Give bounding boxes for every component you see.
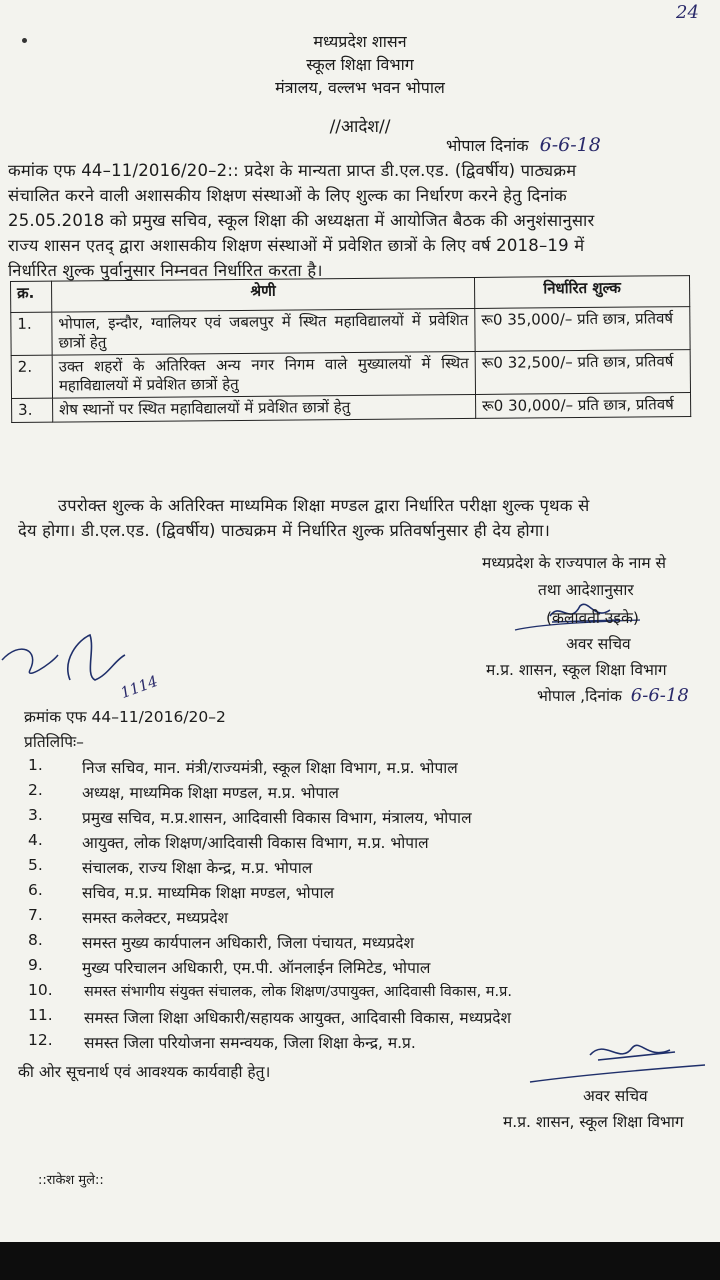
list-item: [24, 956, 704, 976]
sig1-handwritten-date: 6-6-18: [630, 685, 689, 706]
col-header-category: श्रेणी: [52, 277, 475, 312]
list-item-number: 5.: [28, 856, 43, 874]
list-item-text: समस्त कलेक्टर, मध्यप्रदेश: [82, 909, 229, 927]
row-category: शेष स्थानों पर स्थित महाविद्यालयों में प्रवेशित छात्रों हेतु: [53, 394, 476, 422]
sig1-date-label: भोपाल ,दिनांक: [537, 687, 622, 705]
list-item-number: 1.: [28, 756, 43, 774]
list-item: [24, 756, 704, 776]
row-number: 3.: [12, 398, 53, 422]
list-item: [24, 906, 704, 926]
list-item-text: संचालक, राज्य शिक्षा केन्द्र, म.प्र. भोपाल: [82, 859, 313, 877]
sig2-designation: अवर सचिव: [583, 1087, 648, 1105]
corner-mark: 24: [676, 2, 699, 23]
row-category: उक्त शहरों के अतिरिक्त अन्य नगर निगम वाले मुख्यालयों में स्थित महाविद्यालयों में प्रवेशित छात्रों हेतु: [52, 351, 475, 398]
copy-closing: की ओर सूचनार्थ एवं आवश्यक कार्यवाही हेतु।: [18, 1063, 271, 1081]
list-item-number: 7.: [28, 906, 43, 924]
row-number: 2.: [11, 355, 52, 398]
list-item: [24, 856, 704, 876]
row-fee: रू0 32,500/– प्रति छात्र, प्रतिवर्ष: [475, 350, 690, 395]
date-label: भोपाल दिनांक: [446, 136, 529, 155]
sig1-name: (कलावती उइके): [546, 609, 639, 627]
header-line-1: मध्यप्रदेश शासन: [313, 32, 407, 51]
intro-line-1: कमांक एफ 44–11/2016/20–2:: प्रदेश के मान्यता प्राप्त डी.एल.एड. (द्विवर्षीय) पाठ्यक्रम: [8, 161, 577, 180]
list-item-number: 8.: [28, 931, 43, 949]
note-line-1: उपरोक्त शुल्क के अतिरिक्त माध्यमिक शिक्षा मण्डल द्वारा निर्धारित परीक्षा शुल्क पृथक से: [58, 496, 590, 515]
list-item: [24, 781, 704, 801]
list-item-number: 9.: [28, 956, 43, 974]
date-line: [446, 134, 601, 156]
list-item-text: अध्यक्ष, माध्यमिक शिक्षा मण्डल, म.प्र. भोपाल: [82, 784, 339, 802]
copy-ref-number: क्रमांक एफ 44–11/2016/20–2: [24, 708, 226, 726]
note-line-2: देय होगा। डी.एल.एड. (द्विवर्षीय) पाठ्यक्रम में निर्धारित शुल्क प्रतिवर्षानुसार ही देय होगा।: [18, 521, 551, 540]
list-item-text: समस्त जिला शिक्षा अधिकारी/सहायक आयुक्त, आदिवासी विकास, मध्यप्रदेश: [84, 1009, 512, 1027]
list-item-text: सचिव, म.प्र. माध्यमिक शिक्षा मण्डल, भोपाल: [82, 884, 335, 902]
list-item: [24, 881, 704, 901]
list-item-number: 12.: [28, 1031, 53, 1049]
typist-initials: ::राकेश मुले::: [38, 1173, 104, 1188]
list-item: [24, 806, 704, 826]
table-row: [12, 393, 691, 423]
fee-table: [10, 275, 691, 423]
list-item-text: समस्त मुख्य कार्यपालन अधिकारी, जिला पंचायत, मध्यप्रदेश: [82, 934, 415, 952]
bottom-bar: [0, 1242, 720, 1280]
sig1-designation: अवर सचिव: [566, 635, 631, 653]
list-item: [24, 981, 714, 1001]
header-line-3: मंत्रालय, वल्लभ भवन भोपाल: [275, 78, 445, 97]
list-item-text: प्रमुख सचिव, म.प्र.शासन, आदिवासी विकास विभाग, मंत्रालय, भोपाल: [82, 809, 472, 827]
list-item-number: 2.: [28, 781, 43, 799]
sig1-dept: म.प्र. शासन, स्कूल शिक्षा विभाग: [486, 661, 667, 679]
list-item-number: 3.: [28, 806, 43, 824]
intro-line-3: 25.05.2018 को प्रमुख सचिव, स्कूल शिक्षा की अध्यक्षता में आयोजित बैठक की अनुशंसानुसार: [8, 211, 595, 230]
table-row: [11, 307, 690, 356]
sig1-line-2: तथा आदेशानुसार: [538, 581, 634, 599]
sig1-date: [537, 684, 689, 706]
list-item-text: मुख्य परिचालन अधिकारी, एम.पी. ऑनलाईन लिमिटेड, भोपाल: [82, 959, 431, 977]
list-item: [24, 831, 704, 851]
list-item-text: समस्त संभागीय संयुक्त संचालक, लोक शिक्षण/उपायुक्त, आदिवासी विकास, म.प्र.: [84, 984, 512, 1000]
row-fee: रू0 35,000/– प्रति छात्र, प्रतिवर्ष: [475, 307, 690, 352]
row-category: भोपाल, इन्दौर, ग्वालियर एवं जबलपुर में स्थित महाविद्यालयों में प्रवेशित छात्रों हेतु: [52, 308, 475, 355]
table-row: [11, 350, 690, 399]
list-item-text: आयुक्त, लोक शिक्षण/आदिवासी विकास विभाग, म.प्र. भोपाल: [82, 834, 429, 852]
list-item-number: 10.: [28, 981, 53, 999]
list-item-text: निज सचिव, मान. मंत्री/राज्यमंत्री, स्कूल शिक्षा विभाग, म.प्र. भोपाल: [82, 759, 458, 777]
sig1-line-1: मध्यप्रदेश के राज्यपाल के नाम से: [482, 554, 667, 572]
signature-2: [520, 1030, 710, 1090]
handwritten-date: 6-6-18: [539, 134, 601, 156]
intro-line-4: राज्य शासन एतद् द्वारा अशासकीय शिक्षण संस्थाओं में प्रवेशित छात्रों के लिए वर्ष 2018–19 में: [8, 236, 585, 255]
col-header-fee: निर्धारित शुल्क: [474, 276, 689, 309]
row-number: 1.: [11, 312, 52, 355]
copy-label: प्रतिलिपिः–: [24, 733, 84, 751]
header-line-2: स्कूल शिक्षा विभाग: [306, 55, 414, 74]
order-title: //आदेश//: [329, 117, 391, 137]
row-fee: रू0 30,000/– प्रति छात्र, प्रतिवर्ष: [476, 393, 691, 419]
list-item-number: 4.: [28, 831, 43, 849]
list-item-number: 11.: [28, 1006, 53, 1024]
intro-line-2: संचालित करने वाली अशासकीय शिक्षण संस्थाओं के लिए शुल्क का निर्धारण करने हेतु दिनांक: [8, 186, 567, 205]
col-header-number: क्र.: [11, 281, 52, 312]
list-item-number: 6.: [28, 881, 43, 899]
intro-line-5: निर्धारित शुल्क पुर्वानुसार निम्नवत निर्धारित करता है।: [8, 261, 323, 280]
list-item: [24, 931, 704, 951]
list-item: [24, 1006, 704, 1026]
handwritten-margin-number: 1114: [118, 672, 161, 702]
list-item-text: समस्त जिला परियोजना समन्वयक, जिला शिक्षा केन्द्र, म.प्र.: [84, 1034, 416, 1052]
sig2-dept: म.प्र. शासन, स्कूल शिक्षा विभाग: [503, 1113, 684, 1131]
